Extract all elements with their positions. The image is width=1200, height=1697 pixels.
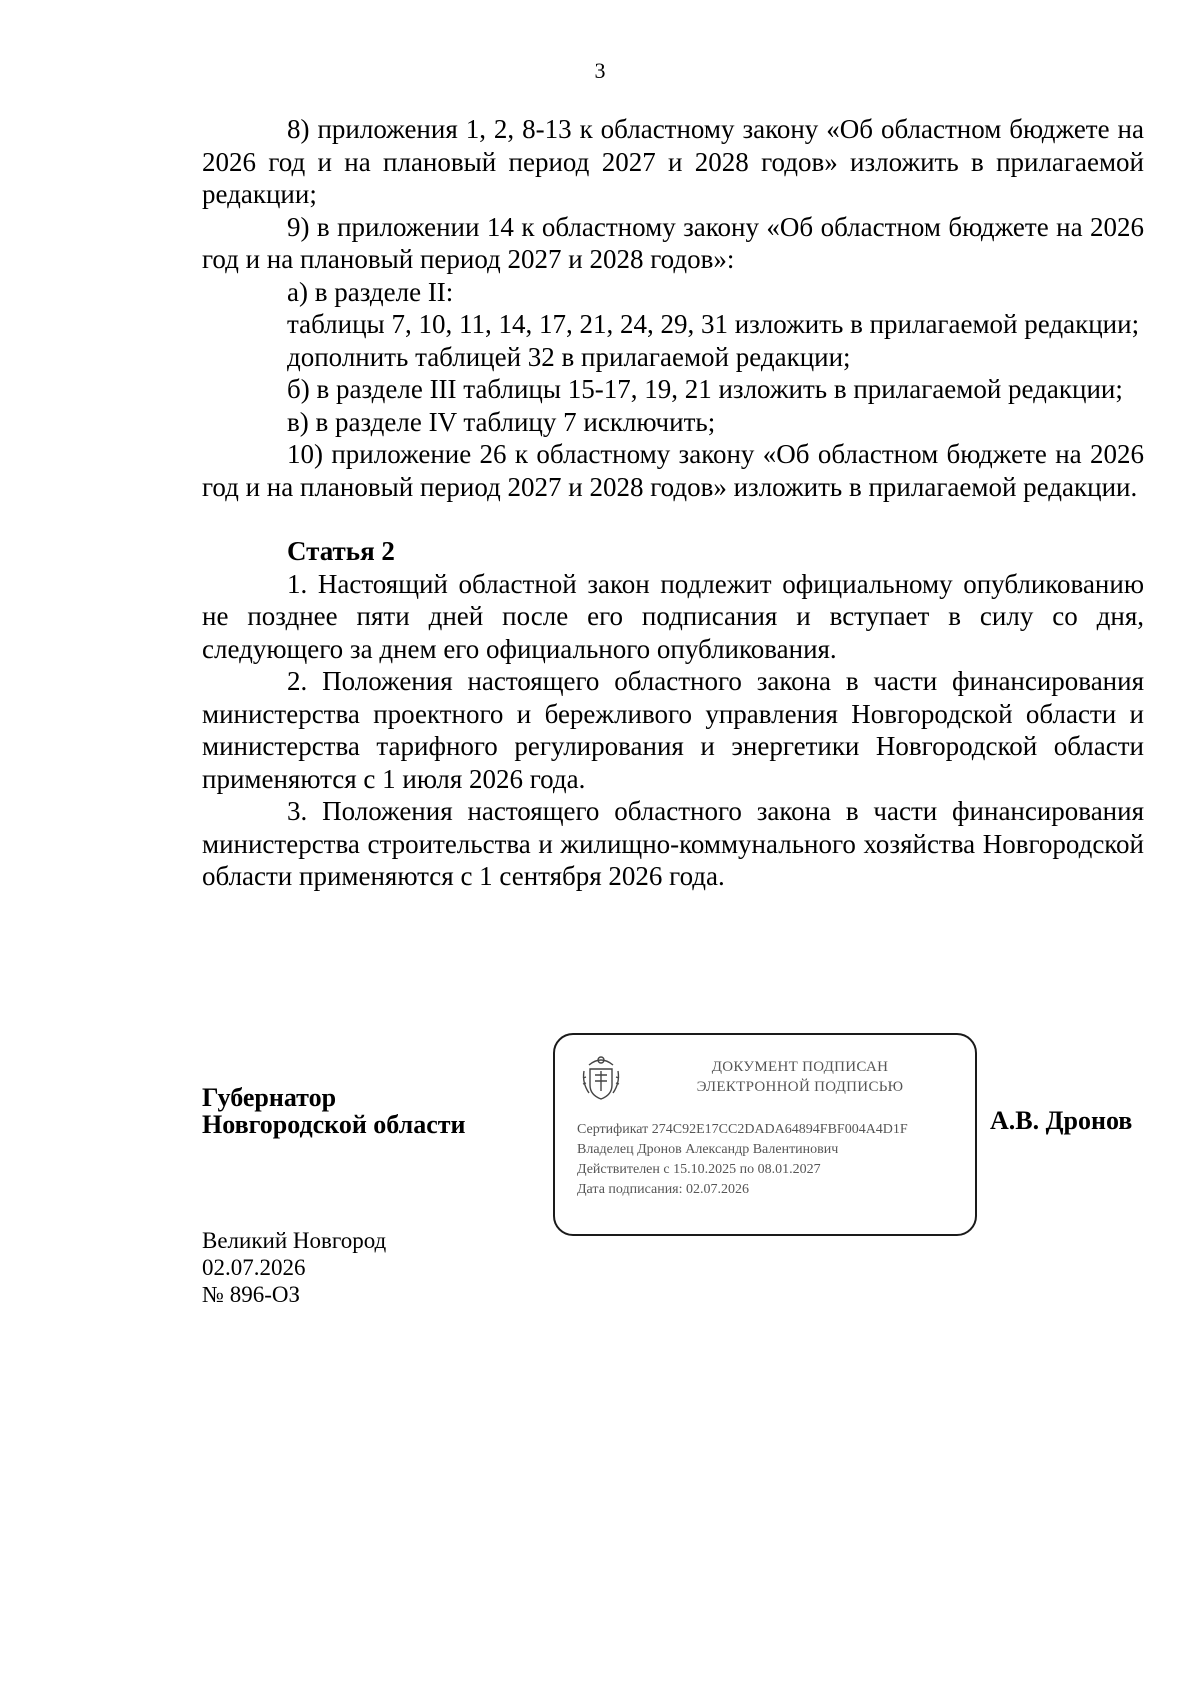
signer-title xyxy=(202,1084,466,1138)
document-footer xyxy=(202,1227,386,1308)
esign-details xyxy=(577,1120,908,1200)
document-body xyxy=(202,113,1144,893)
paragraph-subitem-a: а) в разделе II: xyxy=(287,276,454,307)
article-paragraph-3: 3. Положения настоящего областного закона в части финансирования министерства строительства и жилищно-коммунального хозяйства Новгородской области применяются с 1 сентября 2026 года. xyxy=(202,796,1144,891)
signer-region: Новгородской области xyxy=(202,1110,466,1139)
esign-certificate: Сертификат 274C92E17CC2DADA64894FBF004A4D1F xyxy=(577,1122,908,1137)
esign-owner: Владелец Дронов Александр Валентинович xyxy=(577,1142,839,1157)
paragraph-item-10: 10) приложение 26 к областному закону «Об областном бюджете на 2026 год и на плановый период 2027 и 2028 годов» изложить в прилагаемой редакции. xyxy=(202,439,1144,502)
coat-of-arms-emblem-icon xyxy=(581,1051,621,1103)
footer-city: Великий Новгород xyxy=(202,1228,387,1253)
page-number: 3 xyxy=(594,58,606,83)
signer-position: Губернатор xyxy=(202,1083,337,1112)
esign-heading-line1: ДОКУМЕНТ ПОДПИСАН xyxy=(711,1059,889,1075)
paragraph-item-9: 9) в приложении 14 к областному закону «Об областном бюджете на 2026 год и на плановый период 2027 и 2028 годов»: xyxy=(202,211,1144,274)
esign-signing-date: Дата подписания: 02.07.2026 xyxy=(577,1182,750,1197)
footer-date: 02.07.2026 xyxy=(202,1255,306,1280)
signer-name: А.В. Дронов xyxy=(990,1106,1133,1135)
paragraph-item-8: 8) приложения 1, 2, 8-13 к областному закону «Об областном бюджете на 2026 год и на плановый период 2027 и 2028 годов» изложить в прилагаемой редакции; xyxy=(202,114,1144,209)
paragraph-tables-section-2: таблицы 7, 10, 11, 14, 17, 21, 24, 29, 31 изложить в прилагаемой редакции; xyxy=(287,309,1140,339)
esign-validity: Действителен с 15.10.2025 по 08.01.2027 xyxy=(577,1162,821,1177)
article-paragraph-1: 1. Настоящий областной закон подлежит официальному опубликованию не позднее пяти дней после его подписания и вступает в силу со дня, следующего за днем его официального опубликования. xyxy=(202,568,1144,664)
footer-law-number: № 896-ОЗ xyxy=(202,1282,300,1307)
paragraph-subitem-b: б) в разделе III таблицы 15-17, 19, 21 изложить в прилагаемой редакции; xyxy=(287,374,1123,404)
electronic-signature-stamp xyxy=(553,1033,977,1236)
paragraph-add-table-32: дополнить таблицей 32 в прилагаемой редакции; xyxy=(287,341,851,372)
article-paragraph-2: 2. Положения настоящего областного закона в части финансирования министерства проектного и бережливого управления Новгородской области и министерства тарифного регулирования и энергетики Новгородской области применяются с 1 июля 2026 года. xyxy=(202,666,1144,794)
esign-heading xyxy=(685,1057,915,1097)
esign-heading-line2: ЭЛЕКТРОННОЙ ПОДПИСЬЮ xyxy=(696,1079,904,1095)
article-title: Статья 2 xyxy=(287,536,395,566)
paragraph-subitem-v: в) в разделе IV таблицу 7 исключить; xyxy=(287,406,716,437)
